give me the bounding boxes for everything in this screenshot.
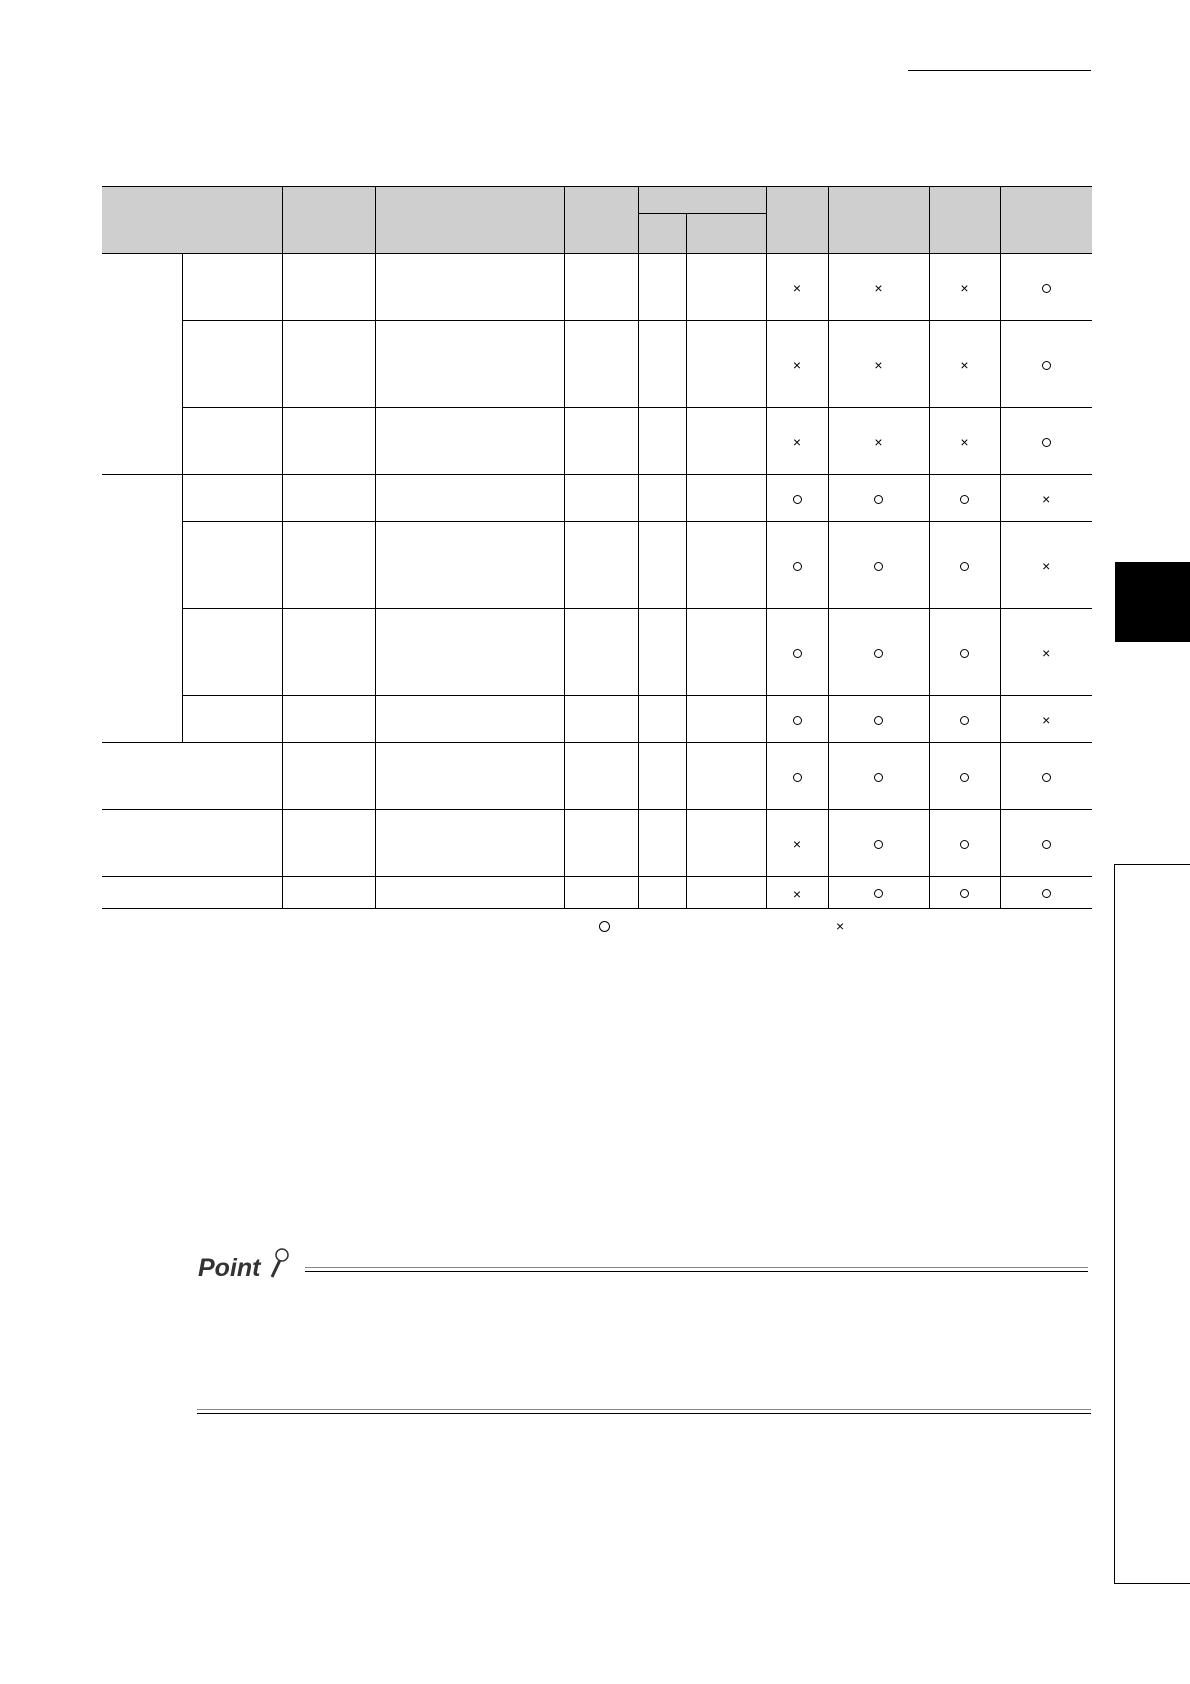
- table-cell: [564, 475, 638, 522]
- mark-cell: [929, 877, 1000, 909]
- header-rule: [908, 70, 1091, 71]
- header-cell: [929, 187, 1000, 254]
- cross-icon: ×: [792, 434, 802, 451]
- table-cell: [686, 810, 766, 877]
- table-cell: [564, 522, 638, 609]
- table-cell: [638, 696, 686, 743]
- point-rule-top: [305, 1267, 1088, 1272]
- table-cell: [638, 743, 686, 810]
- mark-cell: [1000, 408, 1092, 475]
- header-cell: [375, 187, 564, 254]
- table-cell: [102, 877, 282, 909]
- table-cell: [564, 321, 638, 408]
- table-row: [102, 743, 1092, 810]
- point-logo: [197, 1247, 289, 1281]
- mark-cell: [1000, 810, 1092, 877]
- compatibility-table: [102, 186, 1092, 909]
- table-cell: [638, 877, 686, 909]
- header-subcell: [686, 214, 766, 254]
- mark-cell: [828, 810, 929, 877]
- table-cell: [182, 609, 282, 696]
- circle-icon: [960, 562, 969, 571]
- circle-icon: [793, 495, 802, 504]
- header-cell: [828, 187, 929, 254]
- mark-cell: [766, 696, 828, 743]
- table-cell: [686, 522, 766, 609]
- table-cell: [282, 321, 375, 408]
- table-cell: [638, 609, 686, 696]
- table-cell: [686, 743, 766, 810]
- header-row-1: [102, 187, 1092, 214]
- circle-icon: [874, 773, 883, 782]
- table-cell: [686, 408, 766, 475]
- table-cell: [282, 609, 375, 696]
- table-cell: [375, 810, 564, 877]
- header-subcell: [638, 214, 686, 254]
- circle-icon: [793, 649, 802, 658]
- mark-cell: [766, 408, 828, 475]
- cross-icon: ×: [874, 434, 883, 451]
- table-cell: [686, 877, 766, 909]
- side-index-box: [1114, 864, 1190, 1584]
- circle-icon: [1042, 840, 1051, 849]
- mark-cell: [1000, 609, 1092, 696]
- circle-icon: [960, 773, 969, 782]
- table-cell: [375, 254, 564, 321]
- mark-cell: [766, 475, 828, 522]
- mark-cell: [1000, 743, 1092, 810]
- table-cell: [375, 522, 564, 609]
- circle-icon: [1042, 361, 1051, 370]
- cross-icon: ×: [792, 357, 802, 374]
- table-cell: [638, 321, 686, 408]
- mark-cell: [828, 254, 929, 321]
- table-cell: [638, 254, 686, 321]
- circle-icon: [874, 649, 883, 658]
- mark-cell: [766, 254, 828, 321]
- table-cell: [182, 408, 282, 475]
- table-cell: [564, 609, 638, 696]
- cross-icon: ×: [1042, 645, 1051, 662]
- table-cell: [375, 609, 564, 696]
- group-cell-2: [102, 475, 182, 743]
- table-row: [102, 810, 1092, 877]
- table-row: [102, 475, 1092, 522]
- table-row: [102, 877, 1092, 909]
- table-cell: [686, 321, 766, 408]
- cross-icon: ×: [960, 280, 969, 297]
- mark-cell: [1000, 877, 1092, 909]
- header-cell-item: [102, 187, 282, 254]
- legend-cross-icon: ×: [836, 918, 845, 934]
- mark-cell: [766, 609, 828, 696]
- circle-icon: [1042, 284, 1051, 293]
- table-cell: [282, 254, 375, 321]
- table-row: [102, 321, 1092, 408]
- circle-icon: [874, 495, 883, 504]
- circle-icon: [1042, 438, 1051, 447]
- table-cell: [686, 254, 766, 321]
- table-cell: [564, 877, 638, 909]
- cross-icon: ×: [874, 280, 883, 297]
- table-cell: [182, 321, 282, 408]
- mark-cell: [828, 743, 929, 810]
- cross-icon: ×: [960, 357, 969, 374]
- circle-icon: [960, 649, 969, 658]
- table-cell: [564, 408, 638, 475]
- mark-cell: [828, 475, 929, 522]
- mark-cell: [828, 321, 929, 408]
- table-cell: [182, 254, 282, 321]
- circle-icon: [1042, 889, 1051, 898]
- header-cell: [766, 187, 828, 254]
- header-cell: [1000, 187, 1092, 254]
- circle-icon: [874, 562, 883, 571]
- svg-text:Point: Point: [198, 1254, 261, 1281]
- mark-cell: [1000, 321, 1092, 408]
- circle-icon: [793, 562, 802, 571]
- cross-icon: ×: [1042, 712, 1051, 729]
- table-cell: [102, 743, 282, 810]
- mark-cell: [929, 321, 1000, 408]
- table-cell: [375, 877, 564, 909]
- cross-icon: ×: [874, 357, 883, 374]
- mark-cell: [766, 877, 828, 909]
- table-cell: [375, 696, 564, 743]
- legend-circle-icon: [599, 921, 610, 932]
- table-cell: [638, 522, 686, 609]
- table-cell: [638, 475, 686, 522]
- cross-icon: ×: [1042, 558, 1051, 575]
- table-row: [102, 522, 1092, 609]
- header-cell: [282, 187, 375, 254]
- table-cell: [282, 408, 375, 475]
- mark-cell: [929, 475, 1000, 522]
- circle-icon: [960, 840, 969, 849]
- mark-cell: [929, 810, 1000, 877]
- mark-cell: [929, 522, 1000, 609]
- mark-cell: [828, 696, 929, 743]
- table-cell: [182, 522, 282, 609]
- circle-icon: [874, 840, 883, 849]
- circle-icon: [874, 889, 883, 898]
- mark-cell: [929, 254, 1000, 321]
- circle-icon: [793, 716, 802, 725]
- cross-icon: ×: [792, 885, 802, 902]
- mark-cell: [766, 321, 828, 408]
- table-cell: [282, 522, 375, 609]
- cross-icon: ×: [1042, 491, 1051, 508]
- table-cell: [686, 696, 766, 743]
- group-cell-1: [102, 254, 182, 475]
- mark-cell: [929, 609, 1000, 696]
- table-cell: [375, 321, 564, 408]
- header-cell: [564, 187, 638, 254]
- table-cell: [564, 810, 638, 877]
- table-cell: [638, 810, 686, 877]
- cross-icon: ×: [792, 836, 802, 853]
- circle-icon: [1042, 773, 1051, 782]
- cross-icon: ×: [792, 280, 802, 297]
- circle-icon: [793, 773, 802, 782]
- mark-cell: [828, 877, 929, 909]
- header-cell-group: [638, 187, 766, 214]
- table-cell: [282, 475, 375, 522]
- mark-cell: [1000, 522, 1092, 609]
- mark-cell: [828, 408, 929, 475]
- table-row: [102, 254, 1092, 321]
- table-cell: [182, 475, 282, 522]
- mark-cell: [929, 408, 1000, 475]
- table-cell: [375, 475, 564, 522]
- table-cell: [282, 810, 375, 877]
- circle-icon: [874, 716, 883, 725]
- table-cell: [282, 696, 375, 743]
- cross-icon: ×: [960, 434, 969, 451]
- table-cell: [564, 254, 638, 321]
- table-cell: [686, 475, 766, 522]
- circle-icon: [960, 495, 969, 504]
- table-cell: [564, 743, 638, 810]
- mark-cell: [766, 522, 828, 609]
- table-cell: [375, 408, 564, 475]
- table-cell: [282, 877, 375, 909]
- point-box: [197, 1247, 1091, 1416]
- mark-cell: [766, 810, 828, 877]
- table-row: [102, 696, 1092, 743]
- mark-cell: [929, 743, 1000, 810]
- circle-icon: [960, 716, 969, 725]
- circle-icon: [960, 889, 969, 898]
- table-cell: [282, 743, 375, 810]
- mark-cell: [929, 696, 1000, 743]
- point-rule-bottom: [197, 1409, 1091, 1414]
- mark-cell: [828, 522, 929, 609]
- table-cell: [638, 408, 686, 475]
- table-cell: [102, 810, 282, 877]
- table-cell: [182, 696, 282, 743]
- mark-cell: [1000, 475, 1092, 522]
- chapter-tab: [1115, 562, 1190, 642]
- mark-cell: [766, 743, 828, 810]
- table-cell: [686, 609, 766, 696]
- table-cell: [564, 696, 638, 743]
- table-cell: [375, 743, 564, 810]
- mark-cell: [1000, 254, 1092, 321]
- mark-cell: [1000, 696, 1092, 743]
- table-row: [102, 609, 1092, 696]
- mark-cell: [828, 609, 929, 696]
- table-row: [102, 408, 1092, 475]
